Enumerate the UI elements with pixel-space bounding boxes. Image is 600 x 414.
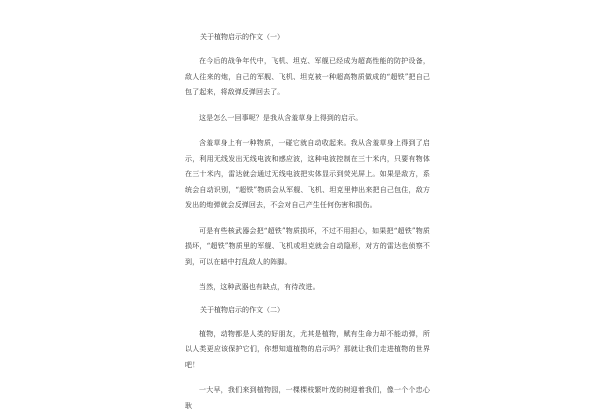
paragraph: 可是有些核武器会把“超铁”物质损坏，不过不用担心，如果把“超铁”物质损坏，“超铁”物质里的军舰、飞机或坦克就会自动隐形，对方的雷达也侦察不到，可以在暗中打乱敌人的阵脚。: [185, 226, 430, 266]
paragraph: 当然，这种武器也有缺点，有待改进。: [199, 283, 320, 291]
paragraph: 在今后的战争年代中，飞机、坦克、军舰已经成为超高性能的防护设备，敌人往来的炮，自己的军舰、飞机、坦克被一种超高物质做成的“超铁”把自己包了起来，将敌弹反弹回去了。: [185, 57, 430, 96]
section-title-1: 关于植物启示的作文（一）: [200, 33, 284, 41]
section-title-2: 关于植物启示的作文（二）: [200, 305, 284, 314]
paragraph: 一大早，我们来到植物园，一棵棵枝繁叶茂的树迎着我们，像一个个忠心耿: [185, 386, 430, 410]
paragraph: 含羞草身上有一种物质，一碰它就自动收起来。我从含羞草身上得到了启示，利用无线发出无线电波和感应波，这种电波控制在三十米内，只要有物体在三十米内，雷达就会通过无线电波把实体显示到荧光屏上。如果是敌方，系统会自动识别，“超铁”物质会从军舰、飞机、坦克里伸出来把自己包住，敌方发出的炮弹就会反弹回去，不会对自己产生任何伤害和损伤。: [185, 139, 430, 209]
paragraph: 植物，动物都是人类的好朋友，尤其是植物，赋有生命力却不能动弹，所以人类更应该保护它们，你想知道植物的启示吗？那就让我们走进植物的世界吧！: [185, 329, 430, 369]
paragraph: 这是怎么一回事呢？是我从含羞草身上得到的启示。: [199, 113, 363, 122]
article-body: [185, 32, 430, 410]
